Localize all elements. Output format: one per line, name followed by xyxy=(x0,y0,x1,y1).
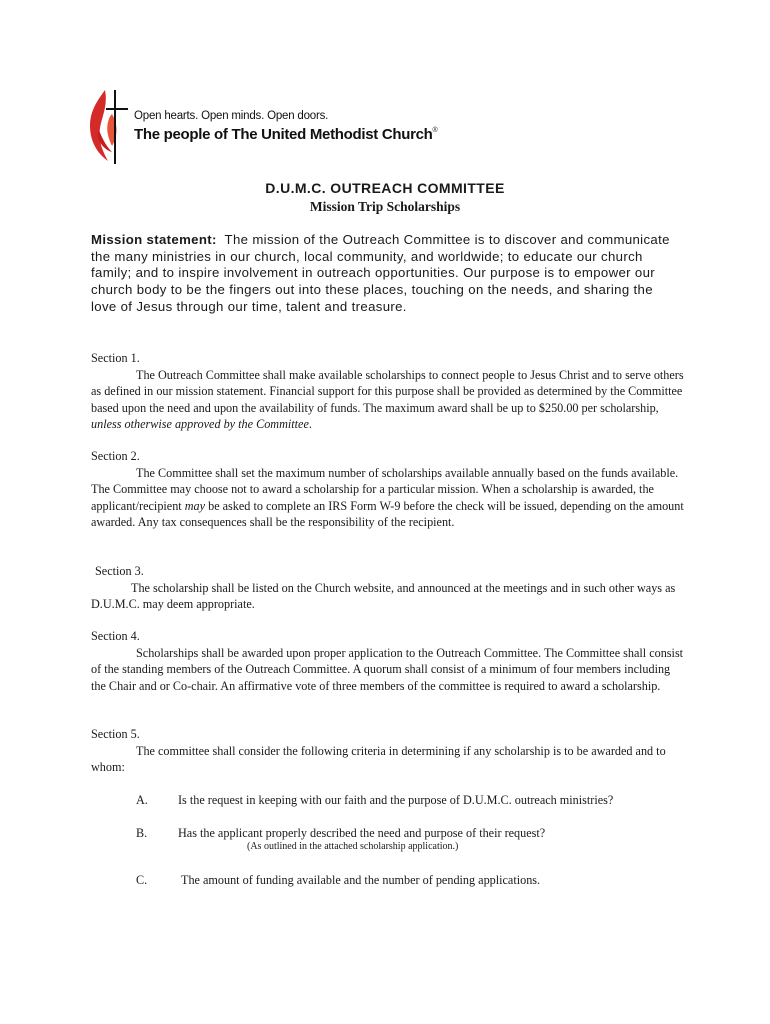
section-heading: Section 3. xyxy=(95,564,144,578)
section-body: The scholarship shall be listed on the Church website, and announced at the meetings and in such other ways as D.U.M.C. may deem appropriate. xyxy=(91,580,676,611)
cross-and-flame-icon xyxy=(88,86,134,166)
criteria-item xyxy=(136,825,545,841)
section-body: The committee shall consider the following criteria in determining if any scholarship is to be awarded and to whom: xyxy=(91,743,666,774)
criteria-item xyxy=(136,872,540,888)
logo-name: The people of The United Methodist Church® xyxy=(134,126,438,143)
criteria-note: (As outlined in the attached scholarship application.) xyxy=(247,841,459,852)
section-2 xyxy=(91,448,686,531)
registered-mark: ® xyxy=(432,127,438,134)
section-body: Scholarships shall be awarded upon proper application to the Outreach Committee. The Committee shall consist of the standing members of the Outreach Committee. A quorum shall consist of a minimum of four members including the Chair and or Co-chair. An affirmative vote of three members of the committee is required to award a scholarship. xyxy=(91,645,684,693)
section-3 xyxy=(91,563,686,613)
section-4 xyxy=(91,628,686,694)
section-heading: Section 1. xyxy=(91,351,140,365)
section-heading: Section 2. xyxy=(91,449,140,463)
criteria-item xyxy=(136,792,613,808)
mission-label: Mission statement: xyxy=(91,232,217,247)
criteria-text: The amount of funding available and the number of pending applications. xyxy=(181,873,541,887)
mission-statement xyxy=(91,232,681,316)
criteria-letter: C. xyxy=(136,873,148,887)
mission-text: The mission of the Outreach Committee is to discover and communicate the many ministries in our church, local community, and worldwide; to educate our church family; and to inspire involvement in outreach opportunities. Our purpose is to empower our church body to be the fingers out into these places, touching on the needs, and sharing the love of Jesus through our time, talent and treasure. xyxy=(91,232,670,314)
section-body: The Outreach Committee shall make available scholarships to connect people to Jesus Christ and to serve others as defined in our mission statement. Financial support for this purpose shall be provided as determined by the Committee based upon the need and upon the availability of funds. The maximum award shall be up to $250.00 per scholarship, unless otherwise approved by the Committee. xyxy=(91,367,684,431)
logo-tagline: Open hearts. Open minds. Open doors. xyxy=(134,110,329,122)
section-5 xyxy=(91,726,686,776)
document-subtitle: Mission Trip Scholarships xyxy=(309,199,461,214)
criteria-letter: A. xyxy=(136,793,148,807)
section-heading: Section 4. xyxy=(91,629,140,643)
criteria-text: Is the request in keeping with our faith and the purpose of D.U.M.C. outreach ministries? xyxy=(178,793,614,807)
document-title: D.U.M.C. OUTREACH COMMITTEE xyxy=(265,180,505,196)
criteria-text: Has the applicant properly described the need and purpose of their request? xyxy=(178,826,546,840)
umc-logo xyxy=(88,86,448,166)
section-1 xyxy=(91,350,686,433)
criteria-letter: B. xyxy=(136,826,148,840)
section-heading: Section 5. xyxy=(91,727,140,741)
section-body: The Committee shall set the maximum number of scholarships available annually based on the funds available. The Committee may choose not to award a scholarship for a particular mission. When a scholarship is awarded, the applicant/recipient may be asked to complete an IRS Form W-9 before the check will be issued, depending on the amount awarded. Any tax consequences shall be the responsibility of the recipient. xyxy=(91,465,684,529)
